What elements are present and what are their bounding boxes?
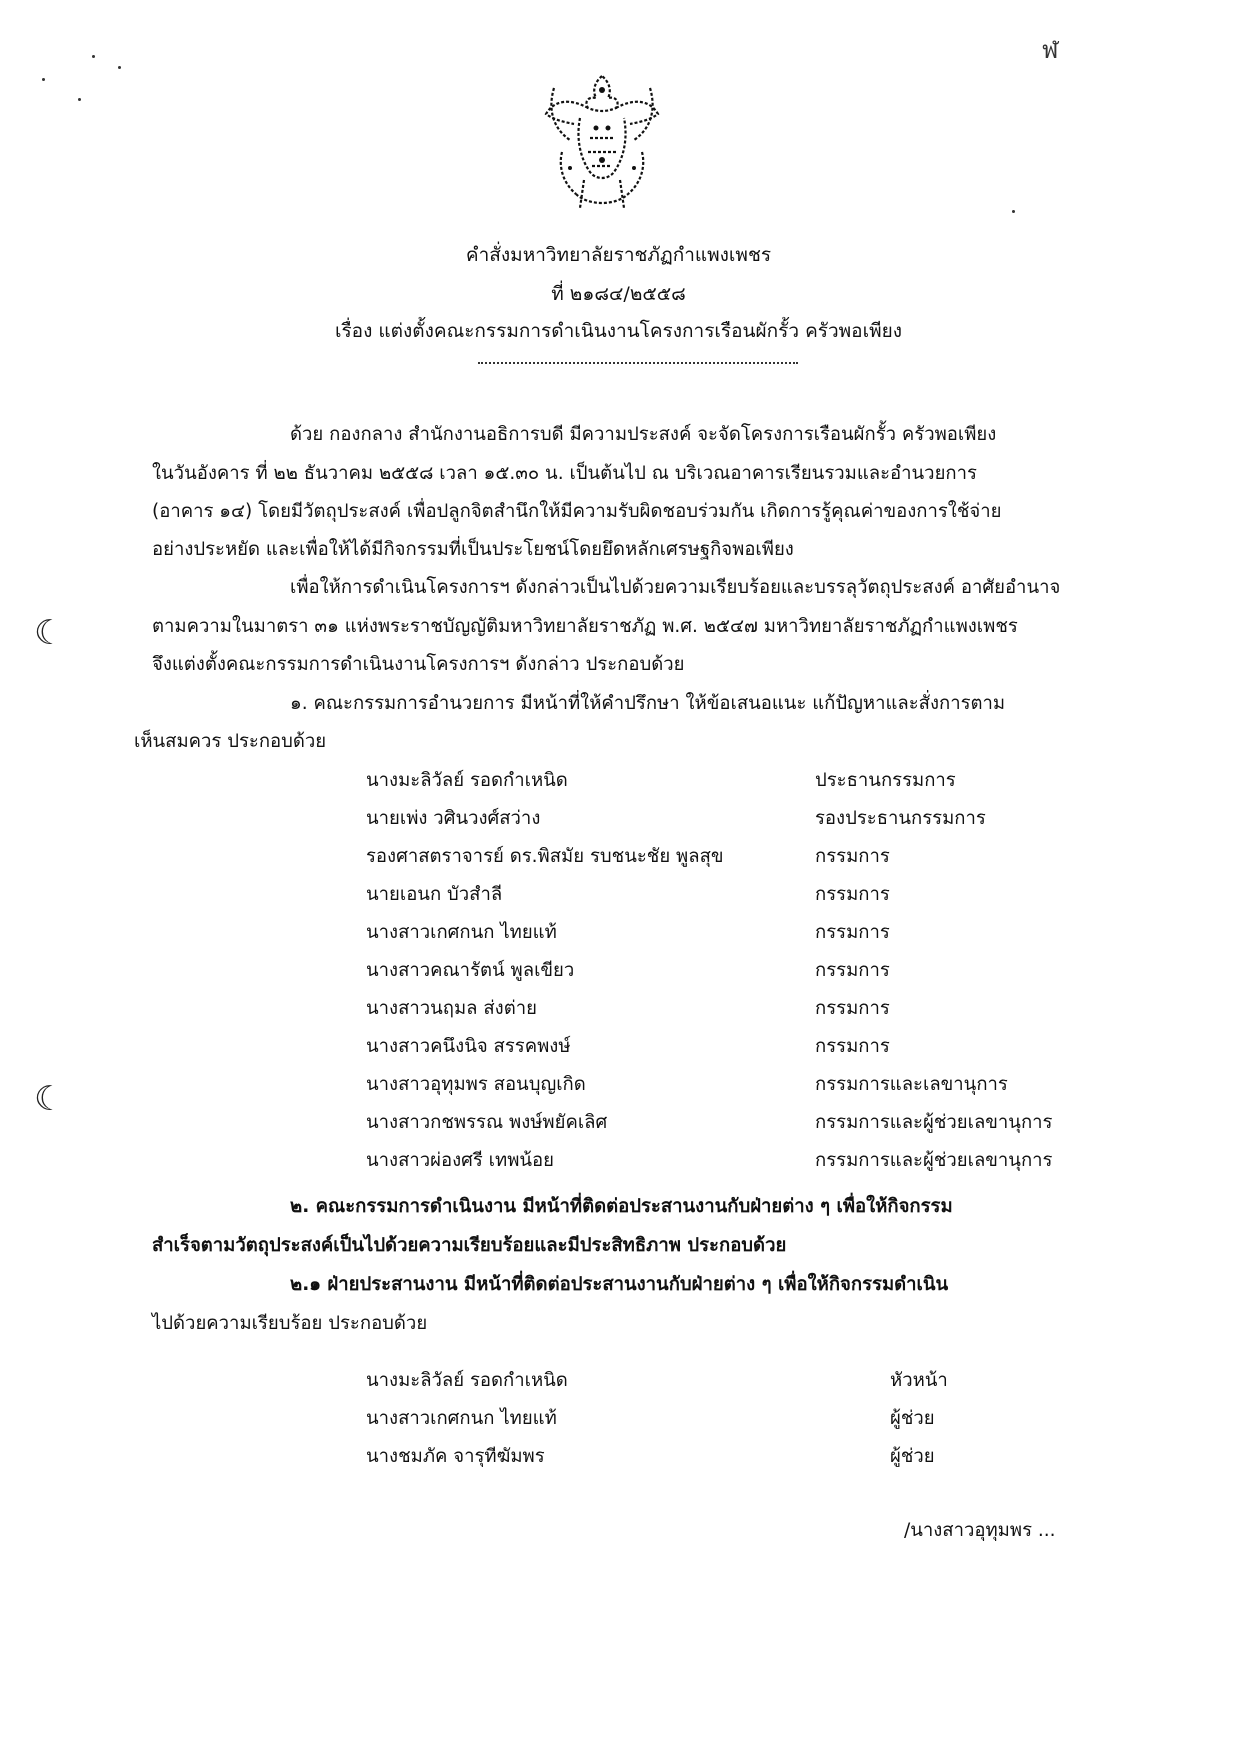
member-name: นางมะลิวัลย์ รอดกำเหนิด (366, 1370, 568, 1391)
member-name: นางสาวคนึงนิจ สรรคพงษ์ (366, 1036, 571, 1057)
member-name: นายเอนก บัวสำลี (366, 884, 503, 905)
paragraph-line: จึงแต่งตั้งคณะกรรมการดำเนินงานโครงการฯ ดังกล่าว ประกอบด้วย (152, 654, 685, 675)
member-role: ผู้ช่วย (890, 1446, 935, 1467)
member-role: กรรมการ (815, 1036, 890, 1057)
member-name: นางสาวอุทุมพร สอนบุญเกิด (366, 1074, 586, 1095)
section-1-heading: ๑. คณะกรรมการอำนวยการ มีหน้าที่ให้คำปรึกษา ให้ข้อเสนอแนะ แก้ปัญหาและสั่งการตาม (290, 693, 1006, 714)
member-role: หัวหน้า (890, 1370, 948, 1391)
order-subject: เรื่อง แต่งตั้งคณะกรรมการดำเนินงานโครงการเรือนผักรั้ว ครัวพอเพียง (334, 320, 903, 342)
section-2-1-heading: ๒.๑ ฝ่ายประสานงาน มีหน้าที่ติดต่อประสานงานกับฝ่ายต่าง ๆ เพื่อให้กิจกรรมดำเนิน (290, 1274, 949, 1295)
order-number: ที่ ๒๑๘๔/๒๕๕๘ (551, 283, 686, 305)
paragraph-line: (อาคาร ๑๔) โดยมีวัตถุประสงค์ เพื่อปลูกจิตสำนึกให้มีความรับผิดชอบร่วมกัน เกิดการรู้คุณค่าของการใช้จ่าย (152, 501, 1002, 522)
scan-speck (42, 78, 45, 81)
member-name: นางสาวเกศกนก ไทยแท้ (366, 1408, 557, 1429)
paragraph-line: อย่างประหยัด และเพื่อให้ได้มีกิจกรรมที่เป็นประโยชน์โดยยึดหลักเศรษฐกิจพอเพียง (152, 539, 794, 560)
paragraph-line: ด้วย กองกลาง สำนักงานอธิการบดี มีความประสงค์ จะจัดโครงการเรือนผักรั้ว ครัวพอเพียง (290, 424, 997, 445)
member-role: กรรมการ (815, 960, 890, 981)
member-role: ประธานกรรมการ (815, 770, 956, 791)
member-role: กรรมการและเลขานุการ (815, 1074, 1008, 1095)
scan-speck (1012, 210, 1015, 213)
section-1-continuation: เห็นสมควร ประกอบด้วย (134, 731, 327, 752)
order-title: คำสั่งมหาวิทยาลัยราชภัฏกำแพงเพชร (465, 244, 772, 266)
scan-speck (92, 55, 95, 58)
punch-hole-shadow-icon: ☾ (34, 1079, 65, 1119)
member-name: นางสาวนฤมล ส่งต่าย (366, 998, 537, 1019)
member-name: นางชมภัค จารุทีฆัมพร (366, 1446, 545, 1467)
member-name: นางสาวคณารัตน์ พูลเขียว (366, 960, 575, 981)
member-role: รองประธานกรรมการ (815, 808, 986, 829)
paragraph-line: ในวันอังคาร ที่ ๒๒ ธันวาคม ๒๕๕๘ เวลา ๑๕.๓๐ น. เป็นต้นไป ณ บริเวณอาคารเรียนรวมและอำนวยการ (152, 463, 977, 484)
member-role: กรรมการและผู้ช่วยเลขานุการ (815, 1112, 1053, 1133)
member-role: ผู้ช่วย (890, 1408, 935, 1429)
member-name: นางสาวเกศกนก ไทยแท้ (366, 922, 557, 943)
member-role: กรรมการ (815, 846, 890, 867)
scan-speck (118, 66, 121, 69)
member-role: กรรมการ (815, 922, 890, 943)
member-name: นายเพ่ง วศินวงศ์สว่าง (366, 808, 541, 829)
paragraph-line: เพื่อให้การดำเนินโครงการฯ ดังกล่าวเป็นไปด้วยความเรียบร้อยและบรรลุวัตถุประสงค์ อาศัยอำนาจ (290, 577, 1061, 598)
section-2-heading: ๒. คณะกรรมการดำเนินงาน มีหน้าที่ติดต่อประสานงานกับฝ่ายต่าง ๆ เพื่อให้กิจกรรม (290, 1196, 953, 1217)
section-2-continuation: สำเร็จตามวัตถุประสงค์เป็นไปด้วยความเรียบร้อยและมีประสิทธิภาพ ประกอบด้วย (152, 1235, 787, 1256)
scan-speck (78, 98, 81, 101)
member-role: กรรมการ (815, 998, 890, 1019)
member-name: นางมะลิวัลย์ รอดกำเหนิด (366, 770, 568, 791)
member-role: กรรมการและผู้ช่วยเลขานุการ (815, 1150, 1053, 1171)
garuda-emblem-icon (540, 68, 665, 218)
member-name: นางสาวกชพรรณ พงษ์พยัคเลิศ (366, 1112, 608, 1133)
paragraph-line: ตามความในมาตรา ๓๑ แห่งพระราชบัญญัติมหาวิทยาลัยราชภัฏ พ.ศ. ๒๕๔๗ มหาวิทยาลัยราชภัฏกำแพงเพชร (152, 616, 1018, 637)
header-divider (478, 362, 798, 364)
section-2-1-continuation: ไปด้วยความเรียบร้อย ประกอบด้วย (152, 1313, 428, 1334)
handwritten-corner-mark: ฬ (1042, 36, 1059, 64)
continued-next-page: /นางสาวอุทุมพร ... (904, 1520, 1056, 1541)
member-name: นางสาวผ่องศรี เทพน้อย (366, 1150, 554, 1171)
member-role: กรรมการ (815, 884, 890, 905)
punch-hole-shadow-icon: ☾ (34, 613, 65, 653)
member-name: รองศาสตราจารย์ ดร.พิสมัย รบชนะชัย พูลสุข (366, 846, 724, 867)
